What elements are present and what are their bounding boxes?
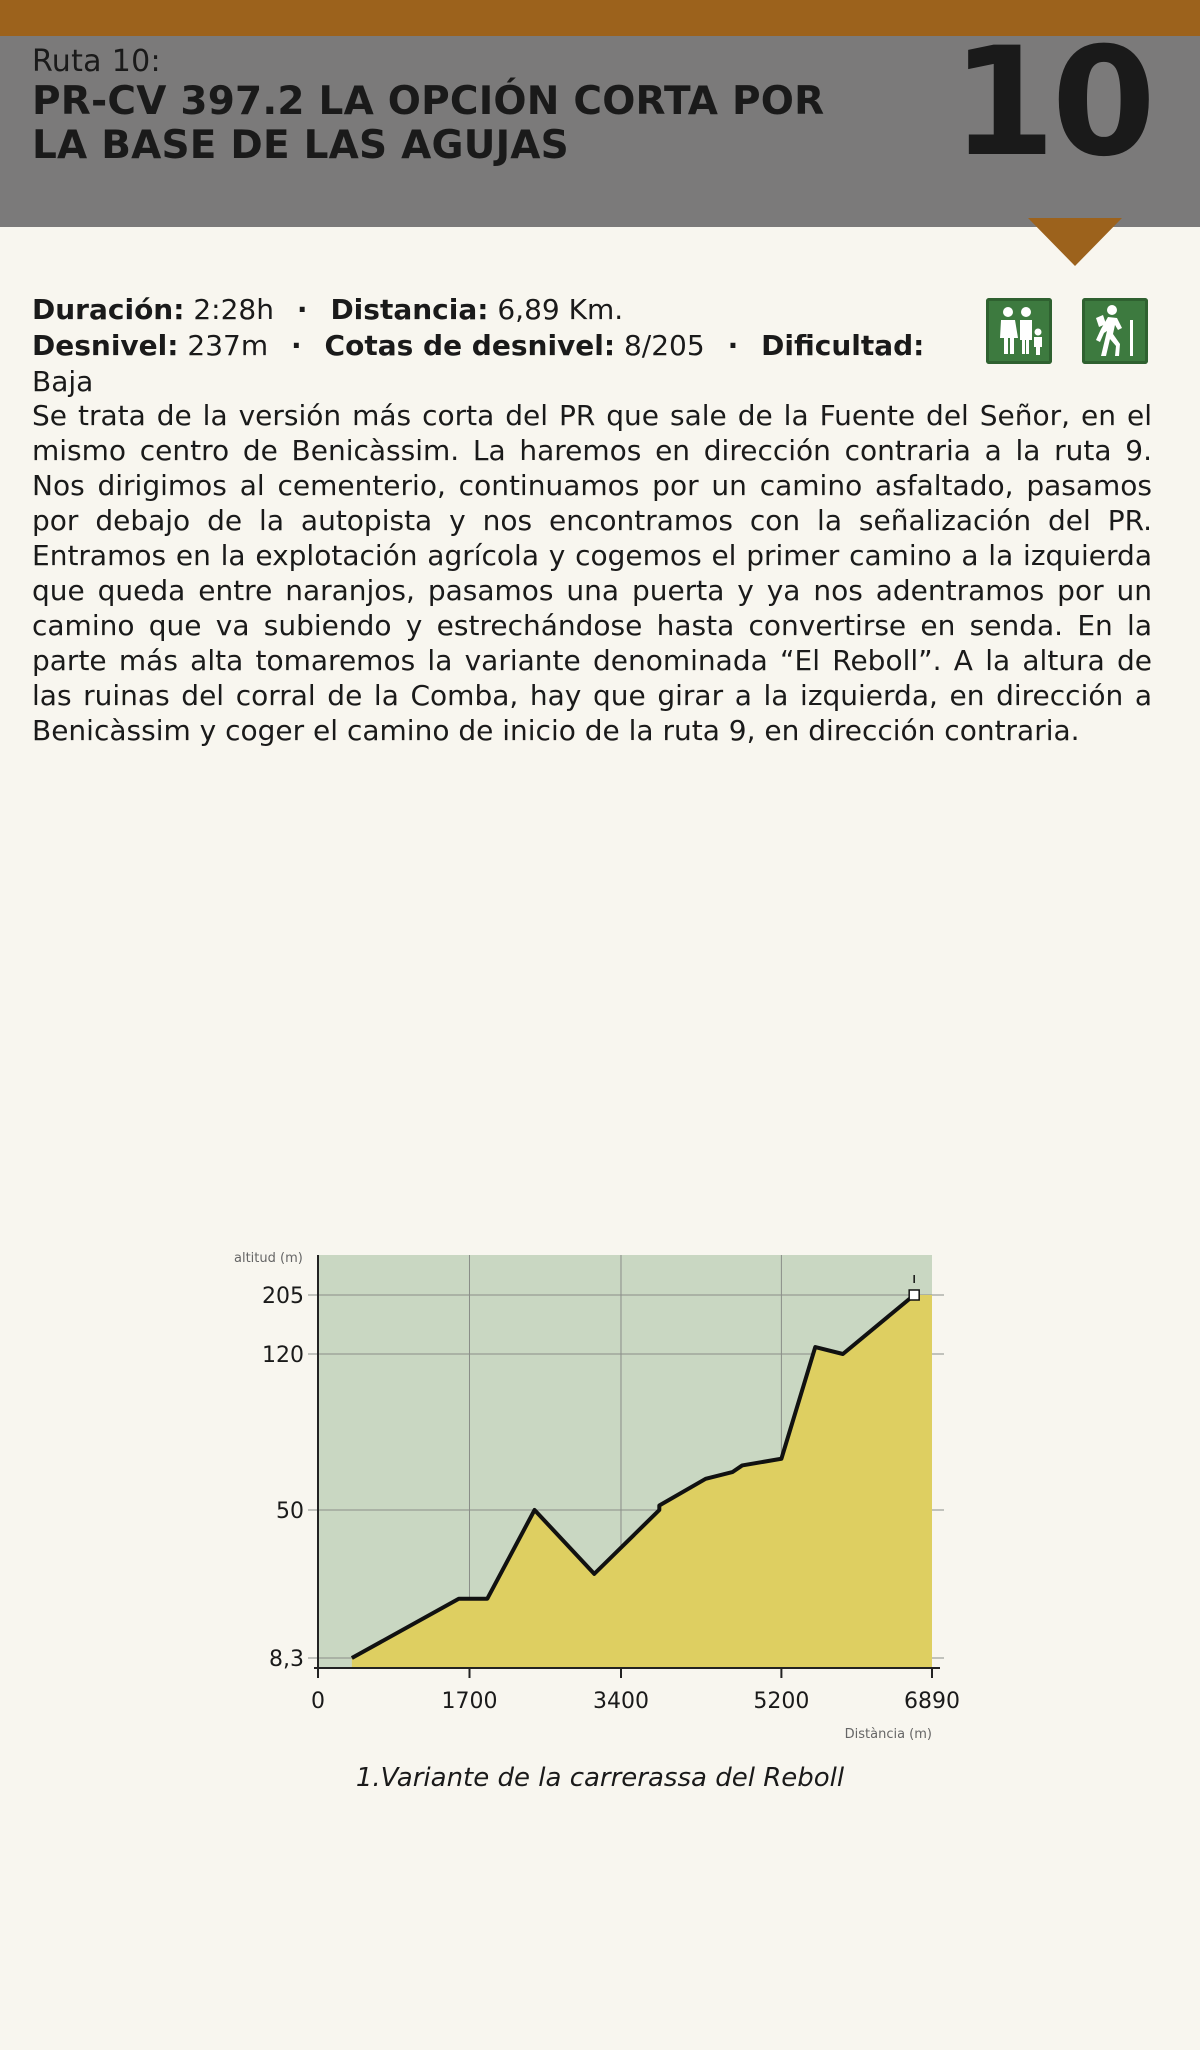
family-hikers-icon (986, 298, 1052, 364)
route-label: Ruta 10: (32, 44, 161, 79)
end-marker (909, 1290, 919, 1300)
x-tick-label: 5200 (753, 1689, 810, 1714)
hiker-icon (1082, 298, 1148, 364)
elevation-profile-svg (220, 1240, 980, 1800)
distance-value: 6,89 Km. (497, 293, 624, 326)
difficulty-value: Baja (32, 365, 94, 398)
y-axis-label: altitud (m) (234, 1251, 303, 1266)
x-axis-label: Distància (m) (844, 1727, 932, 1742)
elevation-label: Desnivel: (32, 329, 179, 362)
title-line-1: PR-CV 397.2 LA OPCIÓN CORTA POR (32, 79, 825, 124)
route-number: 10 (951, 16, 1152, 190)
duration-label: Duración: (32, 293, 185, 326)
x-tick-label: 0 (311, 1689, 325, 1714)
y-tick-label: 50 (276, 1499, 304, 1524)
separator: · (296, 293, 308, 326)
elevation-profile-chart (220, 1240, 980, 1800)
chart-caption: 1.Variante de la carrerassa del Reboll (355, 1763, 845, 1793)
x-tick-label: 1700 (441, 1689, 498, 1714)
y-tick-label: 205 (262, 1284, 304, 1309)
y-tick-label: 120 (262, 1343, 304, 1368)
elevation-value: 237m (187, 329, 269, 362)
route-icons (986, 298, 1148, 364)
y-tick-label: 8,3 (269, 1647, 304, 1672)
distance-label: Distancia: (330, 293, 489, 326)
route-stats (32, 292, 972, 400)
page-title (32, 80, 832, 168)
separator: · (291, 329, 302, 362)
stats-line-2 (32, 328, 972, 400)
difficulty-label: Dificultad: (761, 329, 925, 362)
separator: · (727, 329, 739, 362)
heights-value: 8/205 (623, 329, 705, 362)
x-tick-label: 6890 (904, 1689, 960, 1714)
heights-label: Cotas de desnivel: (324, 329, 616, 362)
duration-value: 2:28h (193, 293, 274, 326)
title-line-2: LA BASE DE LAS AGUJAS (32, 123, 569, 168)
route-description: Se trata de la versión más corta del PR que sale de la Fuente del Señor, en el mismo centro de Benicàssim. La haremos en dirección contraria a la ruta 9. Nos dirigimos al cementerio, continuamos por un camino asfaltado, pasamos por debajo de la autopista y nos encontramos con la señalización del PR. Entramos en la explotación agrícola y cogemos el primer camino a la izquierda que queda entre naranjos, pasamos una puerta y ya nos adentramos por un camino que va subiendo y estrechándose hasta convertirse en senda. En la parte más alta tomaremos la variante denominada “El Reboll”. A la altura de las ruinas del corral de la Comba, hay que girar a la izquierda, en dirección a Benicàssim y coger el camino de inicio de la ruta 9, en dirección contraria. (32, 399, 1152, 747)
stats-line-1 (32, 292, 972, 328)
x-tick-label: 3400 (592, 1689, 649, 1714)
header-notch (1028, 218, 1122, 266)
